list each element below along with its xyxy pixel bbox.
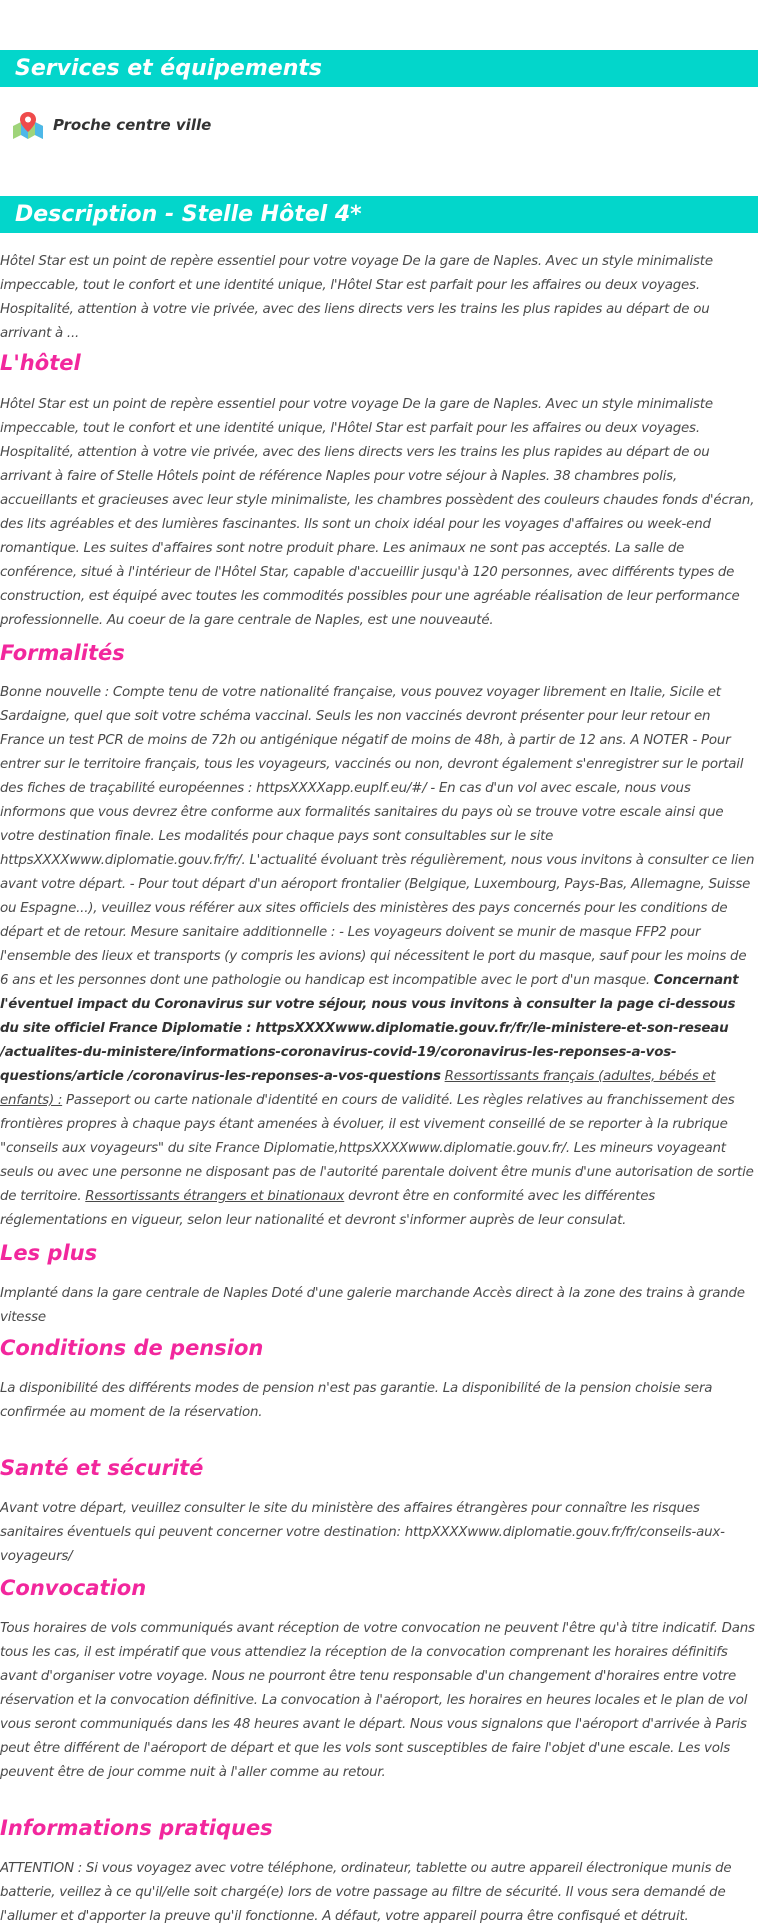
sante-text: Avant votre départ, veuillez consulter le site du ministère des affaires étrangères pour connaître les risques sanitaires éventuels qui peuvent concerner votre destination: httpXXXXwww.diplomatie.gouv.fr/fr/conseils-aux-voyageurs/ — [0, 1501, 725, 1564]
french-nationals-link[interactable]: Ressortissants français (adultes, bébés et enfants) : — [0, 1069, 716, 1108]
services-heading: Services et équipements — [0, 50, 758, 87]
plus-text: Implanté dans la gare centrale de Naples Doté d'une galerie marchande Accès direct à la zone des trains à grande vitesse — [0, 1286, 745, 1325]
infos-heading: Informations pratiques — [0, 1816, 273, 1840]
service-item — [12, 108, 211, 142]
formalites-heading: Formalités — [0, 641, 125, 665]
pension-text: La disponibilité des différents modes de pension n'est pas garantie. La disponibilité de la pension choisie sera confirmée au moment de la réservation. — [0, 1381, 713, 1420]
formalites-part2: Passeport ou carte nationale d'identité en cours de validité. Les règles relatives au franchissement des frontières propres à chaque pays étant amenées à évoluer, il est vivement conseillé de se reporter à la rubrique "conseils aux voyageurs" du site France Diplomatie,httpsXXXXwww.diplomatie.gouv.fr/. Les mineurs voyageant seuls ou avec une personne ne disposant pas de l'autorité parentale doivent être munis d'une autorisation de sortie de territoire. — [0, 1093, 754, 1204]
description-text: Hôtel Star est un point de repère essentiel pour votre voyage De la gare de Naples. Avec un style minimaliste impeccable, tout le confort et une identité unique, l'Hôtel Star est parfait pour les affaires ou deux voyages. Hospitalité, attention à votre vie privée, avec des liens directs vers les trains les plus rapides au départ de ou arrivant à ... — [0, 254, 713, 341]
formalites-part3: devront être en conformité avec les différentes réglementations en vigueur, selon leur nationalité et devront s'informer auprès de leur consulat. — [0, 1189, 656, 1228]
service-label: Proche centre ville — [53, 116, 212, 134]
infos-text: ATTENTION : Si vous voyagez avec votre téléphone, ordinateur, tablette ou autre appareil électronique munis de batterie, veillez à ce qu'il/elle soit chargé(e) lors de votre passage au filtre de sécurité. Il vous sera demandé de l'allumer et d'apporter la preuve qu'il fonctionne. A défaut, votre appareil pourra être confisqué et détruit. — [0, 1861, 732, 1924]
map-pin-icon — [12, 110, 44, 140]
convocation-heading: Convocation — [0, 1576, 147, 1600]
formalites-part1: Bonne nouvelle : Compte tenu de votre nationalité française, vous pouvez voyager librement en Italie, Sicile et Sardaigne, quel que soit votre schéma vaccinal. Seuls les non vaccinés devront présenter pour leur retour en France un test PCR de moins de 72h ou antigénique négatif de moins de 48h, à partir de 12 ans. A NOTER - Pour entrer sur le territoire français, tous les voyageurs, vaccinés ou non, devront également s'enregistrer sur le portail des fiches de traçabilité européennes : httpsXXXXapp.euplf.eu/#/ - En cas d'un vol avec escale, nous vous informons que vous devrez être conforme aux formalités sanitaires du pays où se trouve votre escale ainsi que votre destination finale. Les modalités pour chaque pays sont consultables sur le site httpsXXXXwww.diplomatie.gouv.fr/fr/. L'actualité évoluant très régulièrement, nous vous invitons à consulter ce lien avant votre départ. - Pour tout départ d'un aéroport frontalier (Belgique, Luxembourg, Pays-Bas, Allemagne, Suisse ou Espagne...), veuillez vous référer aux sites officiels des ministères des pays concernés pour les conditions de départ et de retour. Mesure sanitaire additionnelle : - Les voyageurs doivent se munir de masque FFP2 pour l'ensemble des lieux et transports (y compris les avions) qui nécessitent le port du masque, sauf pour les moins de 6 ans et les personnes dont une pathologie ou handicap est incompatible avec le port d'un masque. — [0, 685, 755, 988]
sante-heading: Santé et sécurité — [0, 1456, 204, 1480]
plus-heading: Les plus — [0, 1241, 98, 1265]
hotel-heading: L'hôtel — [0, 351, 81, 375]
hotel-text: Hôtel Star est un point de repère essentiel pour votre voyage De la gare de Naples. Avec un style minimaliste impeccable, tout le confort et une identité unique, l'Hôtel Star est parfait pour les affaires ou deux voyages. Hospitalité, attention à votre vie privée, avec des liens directs vers les trains les plus rapides au départ de ou arrivant à faire of Stelle Hôtels point de référence Naples pour votre séjour à Naples. 38 chambres polis, accueillants et gracieuses avec leur style minimaliste, les chambres possèdent des couleurs chaudes fonds d'écran, des lits agréables et des lumières fascinantes. Ils sont un choix idéal pour les voyages d'affaires ou week-end romantique. Les suites d'affaires sont notre produit phare. Les animaux ne sont pas acceptés. La salle de conférence, situé à l'intérieur de l'Hôtel Star, capable d'accueillir jusqu'à 120 personnes, avec différents types de construction, est équipé avec toutes les commodités possibles pour une agréable réalisation de leur performance professionnelle. Au coeur de la gare centrale de Naples, est une nouveauté. — [0, 397, 755, 628]
pension-heading: Conditions de pension — [0, 1336, 264, 1360]
description-heading: Description - Stelle Hôtel 4* — [0, 196, 758, 233]
convocation-text: Tous horaires de vols communiqués avant réception de votre convocation ne peuvent l'être qu'à titre indicatif. Dans tous les cas, il est impératif que vous attendiez la réception de la convocation comprenant les horaires définitifs avant d'organiser votre voyage. Nous ne pourront être tenu responsable d'un changement d'horaires entre votre réservation et la convocation définitive. La convocation à l'aéroport, les horaires en heures locales et le plan de vol vous seront communiqués dans les 48 heures avant le départ. Nous vous signalons que l'aéroport d'arrivée à Paris peut être différent de l'aéroport de départ et que les vols sont susceptibles de faire l'objet d'une escale. Les vols peuvent être de jour comme nuit à l'aller comme au retour. — [0, 1621, 755, 1780]
foreign-nationals-link[interactable]: Ressortissants étrangers et binationaux — [85, 1189, 345, 1204]
coronavirus-notice: Concernant l'éventuel impact du Coronavirus sur votre séjour, nous vous invitons à consulter la page ci-dessous du site officiel France Diplomatie : httpsXXXXwww.diplomatie.gouv.fr/fr/le-ministere-et-son-reseau /actualites-du-ministere/informations-coronavirus-covid-19/coronavirus-les-reponses-a-vos-questions/article /coronavirus-les-reponses-a-vos-questions — [0, 973, 739, 1084]
formalites-text — [0, 681, 758, 1233]
